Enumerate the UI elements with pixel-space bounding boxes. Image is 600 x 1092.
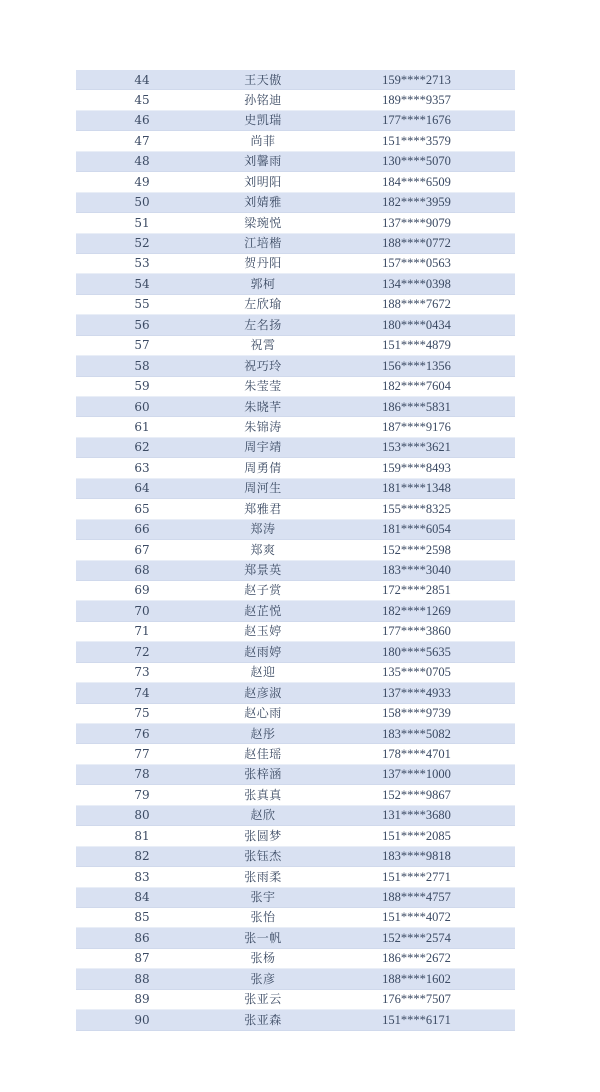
masked-phone-number: 187****9176 bbox=[382, 419, 451, 434]
table-row bbox=[76, 377, 515, 397]
row-number: 57 bbox=[134, 338, 150, 353]
row-number: 60 bbox=[134, 399, 150, 414]
masked-phone-number: 182****7604 bbox=[382, 379, 451, 394]
table-row bbox=[76, 724, 515, 744]
row-number: 50 bbox=[134, 195, 150, 210]
table-row bbox=[76, 193, 515, 213]
person-name: 张圆梦 bbox=[244, 828, 282, 843]
row-number: 55 bbox=[134, 297, 150, 312]
row-number: 84 bbox=[134, 890, 150, 904]
table-row bbox=[76, 479, 515, 499]
masked-phone-number: 137****9079 bbox=[382, 215, 451, 230]
row-number: 66 bbox=[134, 522, 150, 537]
table-row bbox=[76, 806, 515, 826]
person-name: 江培楷 bbox=[244, 236, 282, 250]
row-number: 72 bbox=[134, 644, 150, 659]
masked-phone-number: 131****3680 bbox=[382, 808, 451, 823]
person-name: 左欣瑜 bbox=[244, 297, 282, 312]
row-number: 80 bbox=[134, 808, 150, 823]
masked-phone-number: 188****0772 bbox=[382, 236, 451, 250]
table-row bbox=[76, 847, 515, 867]
table-row bbox=[76, 438, 515, 458]
masked-phone-number: 152****2598 bbox=[382, 542, 451, 557]
masked-phone-number: 186****2672 bbox=[382, 951, 451, 966]
table-row bbox=[76, 704, 515, 724]
person-name: 史凯瑞 bbox=[244, 113, 282, 128]
table-row bbox=[76, 765, 515, 785]
masked-phone-number: 151****4879 bbox=[382, 338, 451, 353]
row-number: 81 bbox=[134, 828, 150, 843]
person-name: 郑雅君 bbox=[244, 501, 282, 516]
table-row bbox=[76, 70, 515, 90]
table-row bbox=[76, 969, 515, 989]
person-name: 郑景英 bbox=[244, 563, 282, 577]
table-row bbox=[76, 928, 515, 948]
masked-phone-number: 181****6054 bbox=[382, 522, 451, 537]
person-name: 周宇靖 bbox=[244, 440, 282, 455]
table-row bbox=[76, 254, 515, 274]
person-name: 祝巧玲 bbox=[244, 358, 282, 373]
table-row bbox=[76, 990, 515, 1010]
row-number: 89 bbox=[134, 992, 150, 1007]
person-name: 张杨 bbox=[250, 951, 276, 966]
person-name: 张亚云 bbox=[244, 992, 282, 1007]
masked-phone-number: 151****2771 bbox=[382, 869, 451, 884]
masked-phone-number: 183****5082 bbox=[382, 726, 451, 741]
masked-phone-number: 158****9739 bbox=[382, 706, 451, 721]
table-row bbox=[76, 642, 515, 662]
row-number: 75 bbox=[134, 706, 150, 721]
row-number: 77 bbox=[134, 746, 150, 761]
row-number: 69 bbox=[134, 583, 150, 598]
row-number: 74 bbox=[134, 685, 150, 700]
row-number: 64 bbox=[134, 481, 150, 496]
row-number: 71 bbox=[134, 624, 150, 639]
row-number: 58 bbox=[134, 358, 150, 373]
person-name: 赵子赏 bbox=[244, 583, 282, 598]
person-name: 张一帆 bbox=[244, 930, 282, 945]
person-name: 郭柯 bbox=[250, 276, 276, 291]
table-row bbox=[76, 356, 515, 376]
person-name: 张怡 bbox=[250, 910, 276, 925]
row-number: 76 bbox=[134, 726, 150, 741]
masked-phone-number: 182****1269 bbox=[382, 603, 451, 618]
row-number: 54 bbox=[134, 276, 150, 291]
masked-phone-number: 176****7507 bbox=[382, 992, 451, 1007]
table-row bbox=[76, 172, 515, 192]
masked-phone-number: 180****0434 bbox=[382, 317, 451, 332]
row-number: 61 bbox=[134, 419, 150, 434]
masked-phone-number: 135****0705 bbox=[382, 665, 451, 680]
table-row bbox=[76, 458, 515, 478]
person-name: 王天傲 bbox=[244, 72, 282, 87]
masked-phone-number: 152****2574 bbox=[382, 930, 451, 945]
table-row bbox=[76, 744, 515, 764]
table-row bbox=[76, 1010, 515, 1030]
person-name: 贺丹阳 bbox=[244, 256, 282, 271]
table-row bbox=[76, 336, 515, 356]
table-row bbox=[76, 417, 515, 437]
person-name: 郑涛 bbox=[250, 522, 276, 537]
person-name: 朱晓芊 bbox=[244, 399, 282, 414]
person-name: 张钰杰 bbox=[244, 849, 282, 864]
row-number: 48 bbox=[134, 154, 150, 169]
masked-phone-number: 151****3579 bbox=[382, 133, 451, 148]
table-row bbox=[76, 234, 515, 254]
row-number: 79 bbox=[134, 787, 150, 802]
table-row bbox=[76, 295, 515, 315]
row-number: 44 bbox=[134, 72, 150, 87]
roster-table bbox=[76, 70, 515, 1031]
table-row bbox=[76, 663, 515, 683]
person-name: 赵欣 bbox=[250, 808, 276, 823]
masked-phone-number: 151****2085 bbox=[382, 828, 451, 843]
table-row bbox=[76, 888, 515, 908]
person-name: 赵心雨 bbox=[244, 706, 282, 721]
masked-phone-number: 159****8493 bbox=[382, 460, 451, 475]
table-row bbox=[76, 90, 515, 110]
masked-phone-number: 182****3959 bbox=[382, 195, 451, 210]
masked-phone-number: 181****1348 bbox=[382, 481, 451, 496]
row-number: 70 bbox=[134, 603, 150, 618]
row-number: 87 bbox=[134, 951, 150, 966]
table-row bbox=[76, 152, 515, 172]
row-number: 90 bbox=[134, 1012, 150, 1027]
person-name: 郑爽 bbox=[250, 542, 276, 557]
row-number: 52 bbox=[134, 236, 150, 250]
row-number: 59 bbox=[134, 379, 150, 394]
masked-phone-number: 178****4701 bbox=[382, 746, 451, 761]
person-name: 赵彦淑 bbox=[244, 685, 282, 700]
person-name: 赵彤 bbox=[250, 726, 276, 741]
person-name: 周河生 bbox=[244, 481, 282, 496]
person-name: 尚菲 bbox=[250, 133, 276, 148]
person-name: 孙铭迪 bbox=[244, 92, 282, 107]
table-row bbox=[76, 581, 515, 601]
row-number: 82 bbox=[134, 849, 150, 864]
masked-phone-number: 134****0398 bbox=[382, 276, 451, 291]
person-name: 朱锦涛 bbox=[244, 419, 282, 434]
person-name: 赵佳瑶 bbox=[244, 746, 282, 761]
masked-phone-number: 151****4072 bbox=[382, 910, 451, 925]
person-name: 周勇倩 bbox=[244, 460, 282, 475]
table-row bbox=[76, 867, 515, 887]
table-row bbox=[76, 274, 515, 294]
masked-phone-number: 130****5070 bbox=[382, 154, 451, 169]
masked-phone-number: 152****9867 bbox=[382, 787, 451, 802]
table-row bbox=[76, 540, 515, 560]
masked-phone-number: 188****7672 bbox=[382, 297, 451, 312]
person-name: 刘明阳 bbox=[244, 174, 282, 189]
person-name: 张梓涵 bbox=[244, 767, 282, 782]
masked-phone-number: 183****9818 bbox=[382, 849, 451, 864]
masked-phone-number: 183****3040 bbox=[382, 563, 451, 577]
masked-phone-number: 188****1602 bbox=[382, 971, 451, 986]
table-row bbox=[76, 131, 515, 151]
table-row bbox=[76, 315, 515, 335]
masked-phone-number: 159****2713 bbox=[382, 72, 451, 87]
masked-phone-number: 155****8325 bbox=[382, 501, 451, 516]
masked-phone-number: 177****3860 bbox=[382, 624, 451, 639]
row-number: 63 bbox=[134, 460, 150, 475]
masked-phone-number: 186****5831 bbox=[382, 399, 451, 414]
masked-phone-number: 157****0563 bbox=[382, 256, 451, 271]
table-row bbox=[76, 520, 515, 540]
table-row bbox=[76, 561, 515, 581]
table-row bbox=[76, 826, 515, 846]
person-name: 祝霄 bbox=[250, 338, 276, 353]
person-name: 张亚森 bbox=[244, 1012, 282, 1027]
row-number: 83 bbox=[134, 869, 150, 884]
masked-phone-number: 188****4757 bbox=[382, 890, 451, 904]
masked-phone-number: 177****1676 bbox=[382, 113, 451, 128]
person-name: 张宇 bbox=[250, 890, 276, 904]
row-number: 49 bbox=[134, 174, 150, 189]
table-row bbox=[76, 785, 515, 805]
row-number: 88 bbox=[134, 971, 150, 986]
table-row bbox=[76, 111, 515, 131]
row-number: 65 bbox=[134, 501, 150, 516]
person-name: 赵玉婷 bbox=[244, 624, 282, 639]
row-number: 85 bbox=[134, 910, 150, 925]
row-number: 45 bbox=[134, 92, 150, 107]
masked-phone-number: 189****9357 bbox=[382, 92, 451, 107]
table-row bbox=[76, 908, 515, 928]
masked-phone-number: 137****1000 bbox=[382, 767, 451, 782]
person-name: 张彦 bbox=[250, 971, 276, 986]
row-number: 53 bbox=[134, 256, 150, 271]
table-row bbox=[76, 683, 515, 703]
row-number: 68 bbox=[134, 563, 150, 577]
person-name: 赵迎 bbox=[250, 665, 276, 680]
person-name: 刘馨雨 bbox=[244, 154, 282, 169]
table-row bbox=[76, 601, 515, 621]
row-number: 51 bbox=[134, 215, 150, 230]
person-name: 梁琬悦 bbox=[244, 215, 282, 230]
row-number: 62 bbox=[134, 440, 150, 455]
person-name: 赵芷悦 bbox=[244, 603, 282, 618]
masked-phone-number: 172****2851 bbox=[382, 583, 451, 598]
row-number: 67 bbox=[134, 542, 150, 557]
table-row bbox=[76, 213, 515, 233]
row-number: 47 bbox=[134, 133, 150, 148]
row-number: 46 bbox=[134, 113, 150, 128]
table-row bbox=[76, 622, 515, 642]
person-name: 赵雨婷 bbox=[244, 644, 282, 659]
masked-phone-number: 180****5635 bbox=[382, 644, 451, 659]
masked-phone-number: 137****4933 bbox=[382, 685, 451, 700]
table-row bbox=[76, 397, 515, 417]
person-name: 刘婧雅 bbox=[244, 195, 282, 210]
masked-phone-number: 153****3621 bbox=[382, 440, 451, 455]
person-name: 张雨柔 bbox=[244, 869, 282, 884]
person-name: 左名扬 bbox=[244, 317, 282, 332]
row-number: 73 bbox=[134, 665, 150, 680]
table-row bbox=[76, 499, 515, 519]
person-name: 张真真 bbox=[244, 787, 282, 802]
table-row bbox=[76, 949, 515, 969]
row-number: 78 bbox=[134, 767, 150, 782]
person-name: 朱莹莹 bbox=[244, 379, 282, 394]
masked-phone-number: 151****6171 bbox=[382, 1012, 451, 1027]
row-number: 56 bbox=[134, 317, 150, 332]
row-number: 86 bbox=[134, 930, 150, 945]
masked-phone-number: 156****1356 bbox=[382, 358, 451, 373]
masked-phone-number: 184****6509 bbox=[382, 174, 451, 189]
